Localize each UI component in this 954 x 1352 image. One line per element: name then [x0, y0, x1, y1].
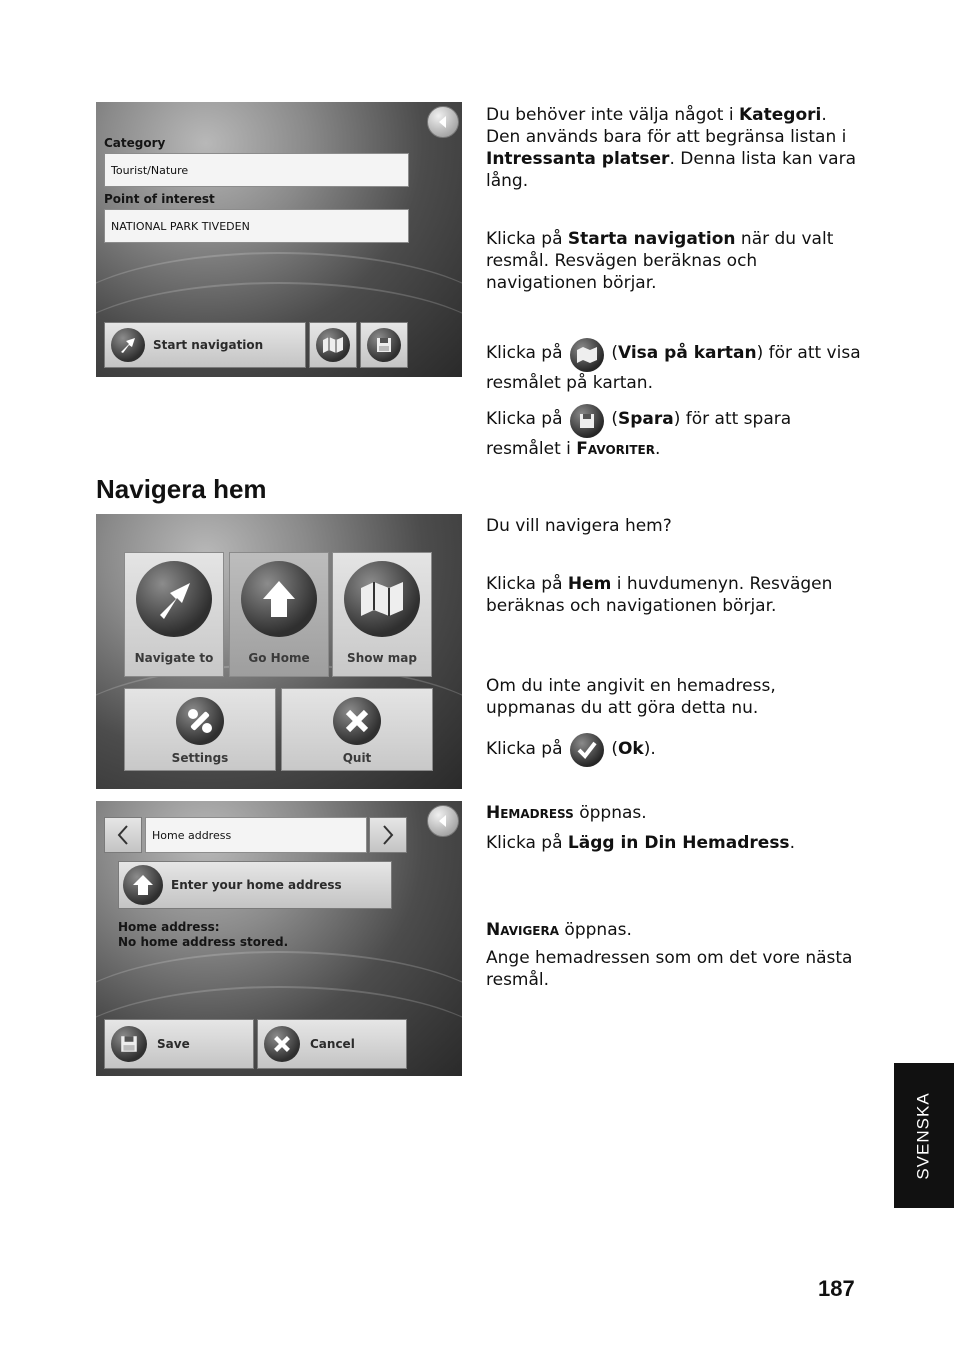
navigate-arrow-icon [152, 577, 196, 621]
language-tab-label: SVENSKA [914, 1091, 933, 1180]
navigate-to-button[interactable] [124, 552, 224, 677]
category-field[interactable]: Tourist/Nature [104, 153, 409, 187]
map-icon [322, 336, 344, 354]
go-home-label: Go Home [248, 651, 310, 665]
paragraph-click-ok: Klicka på (Ok). [486, 733, 866, 767]
home-address-label: Home address: [118, 920, 220, 934]
address-selector-field[interactable]: Home address [145, 817, 367, 853]
language-tab [894, 1063, 954, 1208]
paragraph-click-home: Klicka på Hem i huvdumenyn. Resvägen beräknas och navigationen börjar. [486, 574, 833, 616]
paragraph-show-map: Klicka på (Visa på kartan) för att visa resmålet på kartan. [486, 338, 866, 394]
screenshot-poi-selection [96, 102, 462, 377]
quit-label: Quit [342, 751, 372, 765]
screenshot-main-menu [96, 514, 462, 789]
map-icon [570, 338, 604, 372]
show-map-button[interactable] [309, 322, 357, 368]
paragraph-no-home-address: Om du inte angivit en hemadress, uppmanas du att göra detta nu. [486, 676, 776, 718]
paragraph-navigera-opens: Navigera öppnas. [486, 920, 632, 940]
poi-field[interactable]: NATIONAL PARK TIVEDEN [104, 209, 409, 243]
poi-label: Point of interest [104, 192, 215, 206]
save-button[interactable] [360, 322, 408, 368]
wrench-icon [186, 707, 214, 735]
go-home-button[interactable] [229, 552, 329, 677]
back-arrow-icon [436, 814, 450, 828]
save-disk-icon [119, 1034, 139, 1054]
save-disk-icon [375, 336, 393, 354]
screenshot-home-address [96, 801, 462, 1076]
cancel-label: Cancel [310, 1037, 355, 1051]
previous-button[interactable] [104, 817, 142, 853]
quit-x-icon [272, 1034, 292, 1054]
navigate-arrow-icon [118, 335, 138, 355]
category-label: Category [104, 136, 166, 150]
paragraph-category-info: Du behöver inte välja något i Kategori. Den används bara för att begränsa listan i Intressanta platser. Denna lista kan vara lång. [486, 105, 856, 191]
navigate-to-label: Navigate to [134, 651, 214, 665]
quit-x-icon [343, 707, 371, 735]
paragraph-enter-home: Ange hemadressen som om det vore nästa resmål. [486, 948, 853, 990]
map-icon [359, 580, 405, 618]
home-icon [257, 577, 301, 621]
home-icon [131, 873, 155, 897]
right-arrow-icon [381, 824, 395, 846]
enter-home-address-button[interactable] [118, 861, 392, 909]
quit-button[interactable] [281, 688, 433, 771]
save-button[interactable] [104, 1019, 254, 1069]
paragraph-navigate-home-question: Du vill navigera hem? [486, 516, 672, 536]
paragraph-add-home-address: Klicka på Lägg in Din Hemadress. [486, 833, 795, 853]
start-navigation-button[interactable] [104, 322, 306, 368]
settings-button[interactable] [124, 688, 276, 771]
section-heading: Navigera hem [96, 474, 267, 504]
save-label: Save [157, 1037, 190, 1051]
show-map-button[interactable] [332, 552, 432, 677]
back-arrow-icon [436, 115, 450, 129]
paragraph-save: Klicka på (Spara) för att spara resmålet i Favoriter. [486, 404, 866, 460]
back-button[interactable] [427, 805, 459, 837]
settings-label: Settings [171, 751, 229, 765]
start-navigation-label: Start navigation [153, 338, 264, 352]
cancel-button[interactable] [257, 1019, 407, 1069]
left-arrow-icon [116, 824, 130, 846]
checkmark-icon [570, 733, 604, 767]
home-address-value: No home address stored. [118, 935, 289, 949]
paragraph-hemadress-opens: Hemadress öppnas. [486, 803, 647, 823]
paragraph-start-navigation: Klicka på Starta navigation när du valt resmål. Resvägen beräknas och navigationen börjar. [486, 229, 834, 293]
enter-home-address-label: Enter your home address [171, 878, 342, 892]
page-number: 187 [818, 1276, 855, 1301]
next-button[interactable] [369, 817, 407, 853]
save-disk-icon [570, 404, 604, 438]
show-map-label: Show map [347, 651, 417, 665]
back-button[interactable] [427, 106, 459, 138]
